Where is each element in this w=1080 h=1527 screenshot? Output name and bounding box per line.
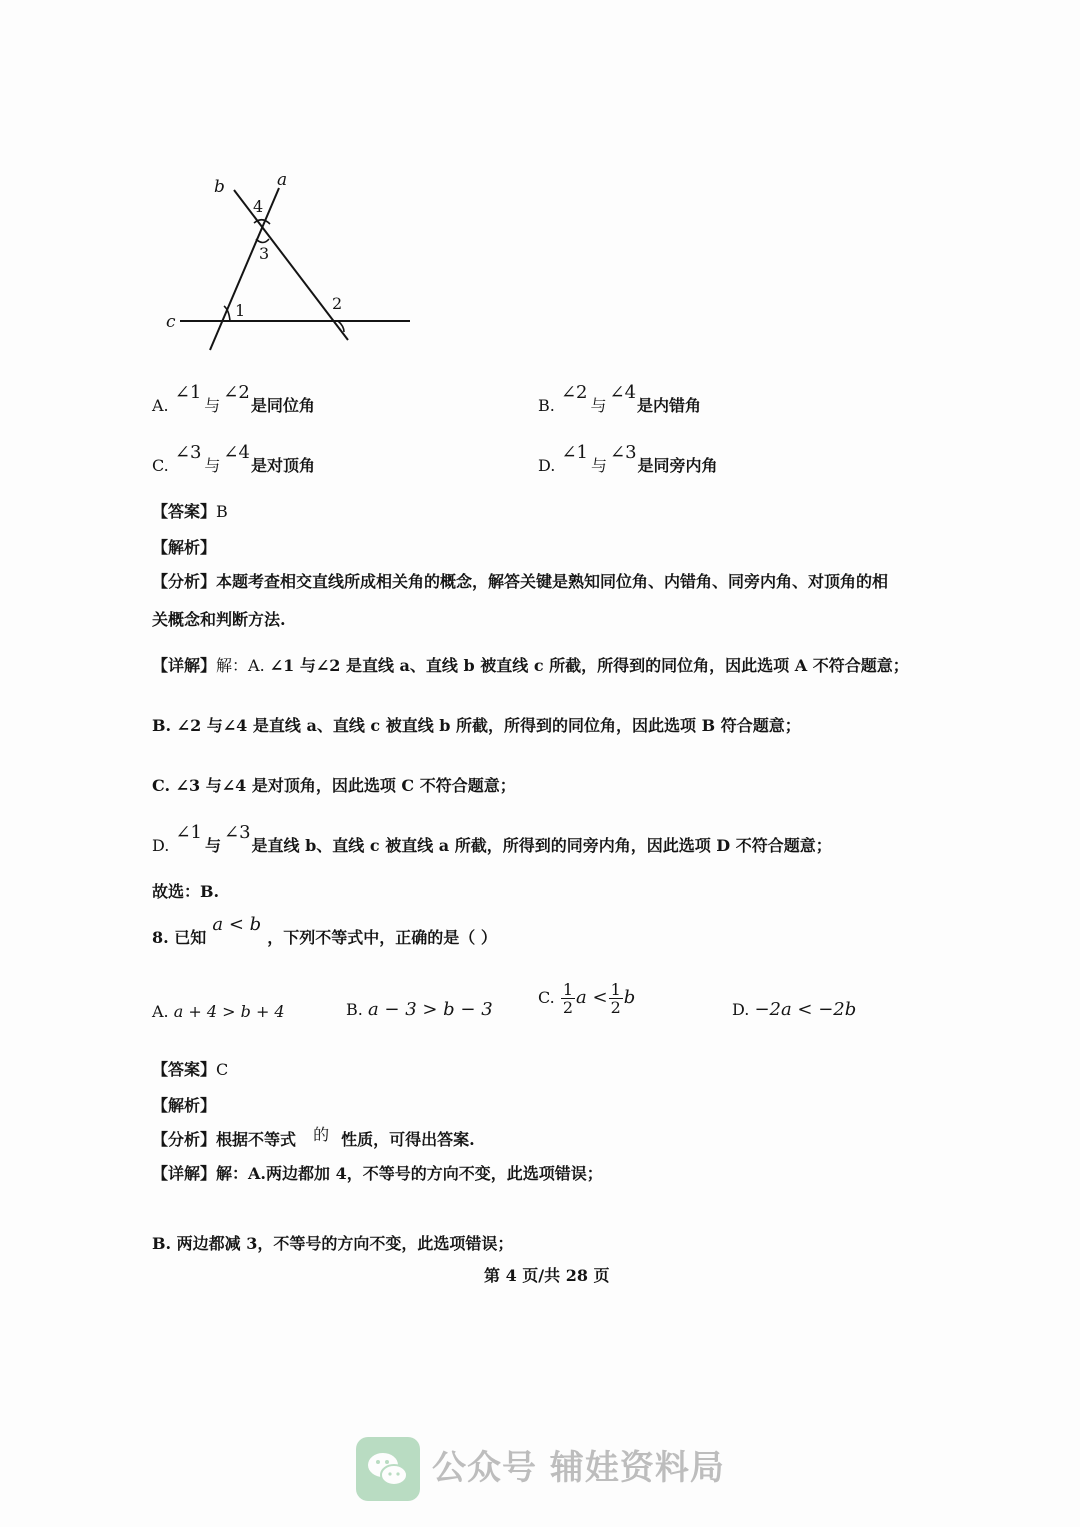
frac-num: 1 [610, 980, 621, 999]
angle-x: ∠1 [175, 822, 202, 843]
q7-conclusion: 故选：B. [152, 882, 220, 901]
fraction-half [561, 981, 575, 1016]
q7-option-a [152, 382, 315, 416]
angle-y: ∠4 [609, 382, 637, 403]
watermark-text: 公众号 辅娃资料局 [432, 1448, 725, 1488]
angle-y: ∠3 [224, 822, 251, 843]
option-expr-end: b [623, 987, 636, 1008]
answer-label: 【答案】 [152, 1060, 217, 1079]
option-letter: B. [346, 1000, 363, 1019]
connector: 与 [590, 396, 607, 415]
fenxi-text-2: 的 [313, 1125, 330, 1144]
option-letter: A. [152, 396, 169, 415]
angle-arc-4 [254, 220, 270, 224]
answer-value: B [216, 502, 228, 521]
answer-value: C [216, 1060, 229, 1079]
xiangjie-d-text: 是直线 b、直线 c 被直线 a 所截，所得到的同旁内角，因此选项 D 不符合题意； [251, 836, 832, 855]
q8-stem-pre: 8. 已知 [152, 928, 207, 947]
fraction-half [609, 981, 623, 1016]
frac-den: 2 [562, 998, 574, 1017]
label-angle-3: 3 [259, 244, 270, 263]
q7-answer [152, 502, 228, 522]
q8-option-c [538, 978, 635, 1018]
frac-den: 2 [610, 998, 621, 1017]
label-angle-4: 4 [253, 197, 264, 216]
angle-y: ∠2 [223, 382, 250, 403]
q7-xiangjie-b: B. ∠2 与∠4 是直线 a、直线 c 被直线 b 所截，所得到的同位角，因此选项 B 符合题意； [152, 716, 801, 735]
option-tail: 是内错角 [637, 396, 702, 415]
label-c: c [166, 312, 176, 332]
option-letter: C. [538, 988, 555, 1007]
option-letter: D. [152, 836, 170, 855]
connector: 与 [204, 396, 221, 415]
q8-stem [152, 914, 497, 948]
option-letter: D. [538, 456, 556, 475]
q8-answer [152, 1060, 228, 1080]
line-a [210, 188, 279, 350]
xiangjie-label: 【详解】 [152, 1164, 217, 1183]
connector: 与 [204, 836, 221, 855]
q8-xiangjie-a [152, 1164, 603, 1184]
option-tail: 是对顶角 [250, 456, 315, 475]
xiangjie-a-text: ∠1 与∠2 是直线 a、直线 b 被直线 c 所截，所得到的同位角，因此选项 A 不符合题意； [269, 656, 909, 675]
q7-xiangjie-a [152, 656, 909, 676]
label-angle-1: 1 [235, 301, 246, 320]
q7-option-b [538, 382, 702, 416]
q7-xiangjie-c: C. ∠3 与∠4 是对顶角，因此选项 C 不符合题意； [152, 776, 516, 795]
connector: 与 [204, 456, 221, 475]
option-letter: C. [152, 456, 169, 475]
angle-y: ∠3 [610, 442, 637, 463]
label-b: b [214, 177, 225, 197]
option-expr: a + 4 > b + 4 [173, 1002, 285, 1021]
q8-condition: a < b [212, 914, 262, 935]
option-tail: 是同位角 [250, 396, 315, 415]
frac-num: 1 [562, 980, 574, 999]
option-expr: a − 3 > b − 3 [367, 999, 493, 1020]
intersecting-lines-figure [150, 160, 430, 360]
q7-fenxi-line1 [152, 572, 888, 592]
fenxi-text-3: 性质，可得出答案. [341, 1130, 475, 1149]
wechat-icon [356, 1437, 420, 1501]
answer-label: 【答案】 [152, 502, 217, 521]
option-expr: −2a < −2b [754, 999, 857, 1020]
q8-fenxi [152, 1125, 475, 1150]
fenxi-text-1: 根据不等式 [216, 1130, 297, 1149]
q8-option-b [346, 1000, 493, 1020]
xiangjie-a-text: 解：A.两边都加 4，不等号的方向不变，此选项错误； [216, 1164, 603, 1183]
q8-analysis-label: 【解析】 [152, 1096, 217, 1115]
page-footer: 第 4 页/共 28 页 [484, 1266, 610, 1285]
option-letter: B. [538, 396, 555, 415]
option-letter: A. [152, 1002, 169, 1021]
option-expr-mid: a < [576, 987, 608, 1008]
q8-xiangjie-b: B. 两边都减 3，不等号的方向不变，此选项错误； [152, 1234, 514, 1253]
q7-xiangjie-d [152, 822, 832, 856]
q8-option-d [732, 1000, 856, 1020]
xiangjie-label: 【详解】 [152, 656, 217, 675]
angle-x: ∠3 [174, 442, 202, 463]
q8-stem-post: ，下列不等式中，正确的是（ ） [267, 928, 497, 947]
angle-x: ∠1 [174, 382, 202, 403]
q7-analysis-label: 【解析】 [152, 538, 217, 557]
fenxi-label: 【分析】 [152, 1130, 217, 1149]
xiangjie-a-prefix: 解：A. [216, 656, 265, 675]
q8-option-a [152, 1002, 285, 1022]
label-a: a [277, 170, 288, 190]
q7-option-c [152, 442, 315, 476]
q7-fenxi-line2: 关概念和判断方法. [152, 610, 286, 629]
label-angle-2: 2 [332, 294, 343, 313]
angle-x: ∠1 [561, 442, 588, 463]
fenxi-label: 【分析】 [152, 572, 217, 591]
angle-y: ∠4 [223, 442, 250, 463]
line-b [234, 190, 348, 340]
angle-x: ∠2 [560, 382, 588, 403]
option-letter: D. [732, 1000, 750, 1019]
connector: 与 [590, 456, 607, 475]
option-tail: 是同旁内角 [637, 456, 718, 475]
q7-option-d [538, 442, 718, 476]
fenxi-text: 本题考查相交直线所成相关角的概念，解答关键是熟知同位角、内错角、同旁内角、对顶角的相 [216, 572, 889, 591]
